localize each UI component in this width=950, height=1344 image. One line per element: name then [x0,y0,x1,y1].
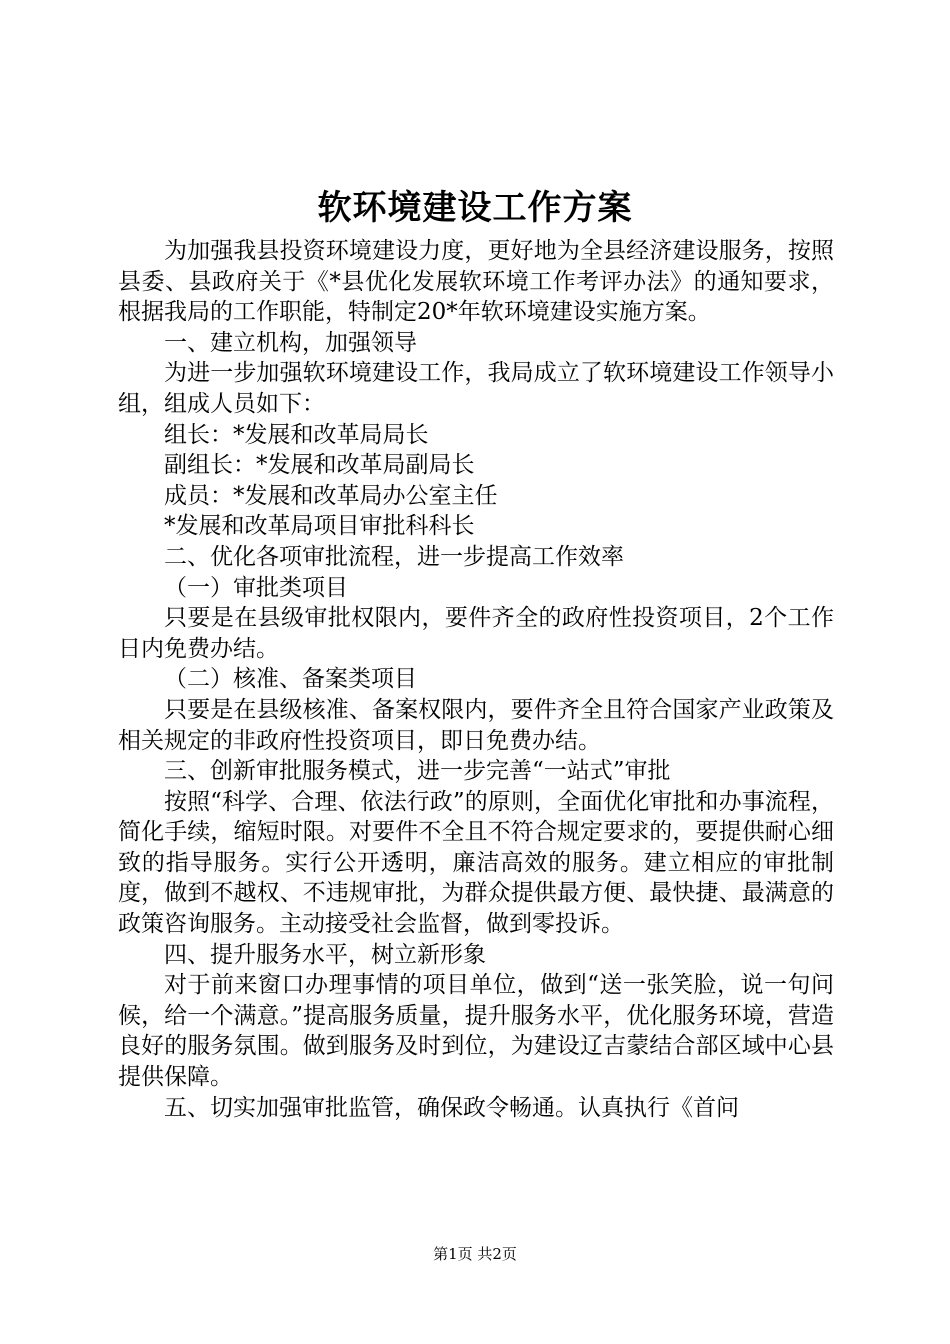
paragraph-2: 只要是在县级审批权限内，要件齐全的政府性投资项目，2个工作日内免费办结。 [118,605,834,662]
page-footer: 第1页 共2页 [433,1245,517,1263]
document-body [118,236,834,1123]
section-heading-1: 一、建立机构，加强领导 [164,329,417,356]
paragraph-3: 只要是在县级核准、备案权限内，要件齐全且符合国家产业政策及相关规定的非政府性投资项目，即日免费办结。 [118,696,834,754]
member-section-chief: *发展和改革局项目审批科科长 [164,513,475,540]
member-deputy-leader: 副组长：*发展和改革局副局长 [164,452,475,479]
section-heading-5: 五、切实加强审批监管，确保政令畅通。认真执行《首问 [164,1094,739,1121]
member-office-director: 成员：*发展和改革局办公室主任 [164,482,498,509]
subsection-heading-2: （二）核准、备案类项目 [164,666,417,693]
section-heading-2: 二、优化各项审批流程，进一步提高工作效率 [164,543,624,570]
paragraph-intro: 为加强我县投资环境建设力度，更好地为全县经济建设服务，按照县委、县政府关于《*县优化发展软环境工作考评办法》的通知要求，根据我局的工作职能，特制定20*年软环境建设实施方案。 [118,238,834,326]
subsection-heading-1: （一）审批类项目 [164,574,348,601]
member-leader: 组长：*发展和改革局局长 [164,421,429,448]
paragraph-5: 对于前来窗口办理事情的项目单位，做到“送一张笑脸，说一句问候，给一个满意。”提高服务质量，提升服务水平，优化服务环境，营造良好的服务氛围。做到服务及时到位，为建设辽吉蒙结合部区域中心县提供保障。 [118,972,834,1091]
section-heading-3: 三、创新审批服务模式，进一步完善“一站式”审批 [164,758,671,785]
section-heading-4: 四、提升服务水平，树立新形象 [164,941,486,968]
paragraph-1: 为进一步加强软环境建设工作，我局成立了软环境建设工作领导小组，组成人员如下： [118,360,834,417]
document-title: 软环境建设工作方案 [317,188,633,228]
paragraph-4: 按照“科学、合理、依法行政”的原则，全面优化审批和办事流程，简化手续，缩短时限。对要件不全且不符合规定要求的，要提供耐心细致的指导服务。实行公开透明，廉洁高效的服务。建立相应的审批制度，做到不越权、不违规审批，为群众提供最方便、最快捷、最满意的政策咨询服务。主动接受社会监督，做到零投诉。 [118,788,834,938]
